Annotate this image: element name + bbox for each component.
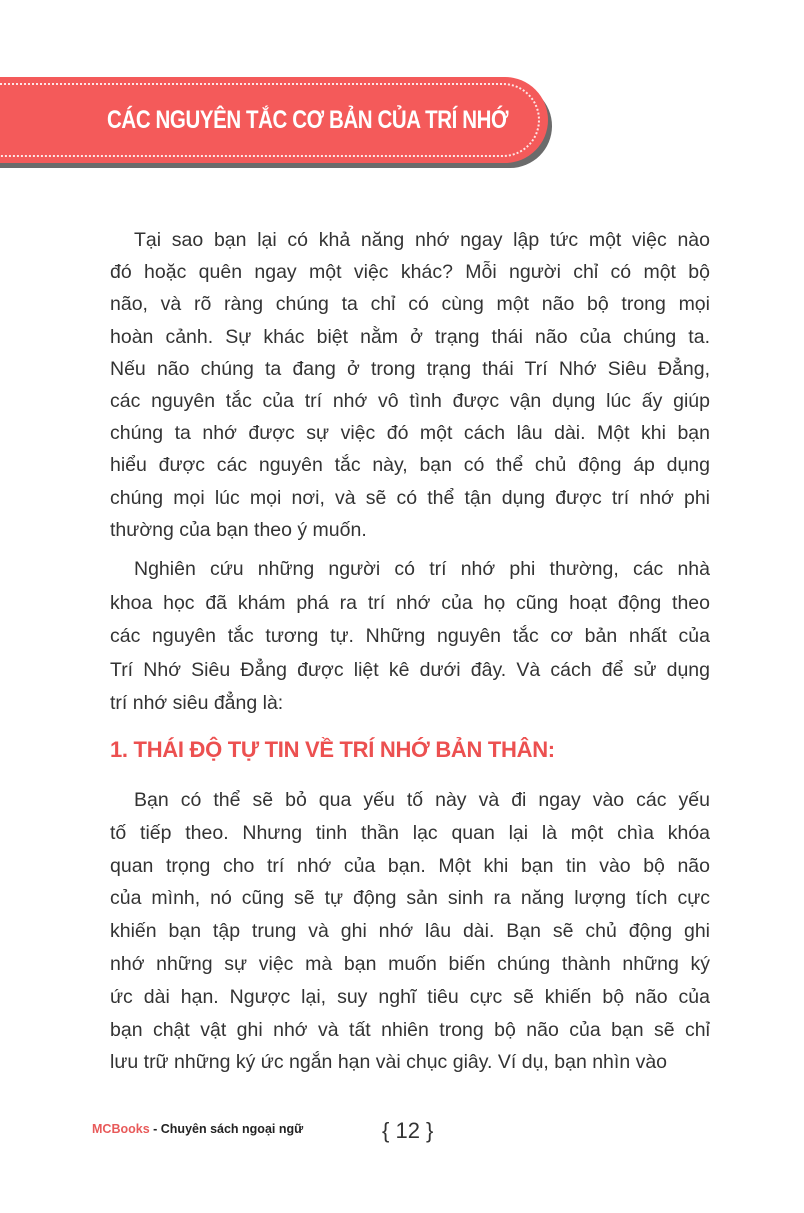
text-line: Nếu não chúng ta đang ở trong trạng thái Trí Nhớ Siêu Đẳng, bbox=[110, 357, 710, 380]
publisher-brand: MCBooks bbox=[92, 1122, 150, 1136]
text-line: khiến bạn tập trung và ghi nhớ lâu dài. Bạn sẽ chủ động ghi bbox=[110, 920, 710, 943]
text-line: thường của bạn theo ý muốn. bbox=[110, 518, 367, 541]
text-line: đó hoặc quên ngay một việc khác? Mỗi người chỉ có một bộ bbox=[110, 261, 710, 284]
text-line: các nguyên tắc tương tự. Những nguyên tắc cơ bản nhất của bbox=[110, 625, 710, 647]
text-line: lưu trữ những ký ức ngắn hạn vài chục giây. Ví dụ, bạn nhìn vào bbox=[110, 1051, 668, 1074]
text-line: nhớ những sự việc mà bạn muốn biến chúng thành những ký bbox=[110, 952, 710, 975]
section-heading: 1. THÁI ĐỘ TỰ TIN VỀ TRÍ NHỚ BẢN THÂN: bbox=[110, 737, 555, 762]
text-line: trí nhớ siêu đẳng là: bbox=[110, 692, 284, 714]
paragraph-2 bbox=[110, 553, 710, 721]
footer-publisher bbox=[92, 1122, 303, 1136]
text-line: chúng mọi lúc mọi nơi, và sẽ có thể tận dụng được trí nhớ phi bbox=[110, 486, 710, 509]
paragraph-3 bbox=[110, 784, 710, 1079]
paragraph-1 bbox=[110, 224, 710, 546]
page-number: { 12 } bbox=[382, 1118, 434, 1143]
text-line: ức dài hạn. Ngược lại, suy nghĩ tiêu cực sẽ khiến bộ não của bbox=[110, 985, 710, 1008]
text-line: tố tiếp theo. Nhưng tinh thần lạc quan lại là một chìa khóa bbox=[110, 821, 710, 844]
text-line: bạn chật vật ghi nhớ và tất nhiên trong bộ não của bạn sẽ chỉ bbox=[110, 1018, 710, 1041]
text-line: quan trọng cho trí nhớ của bạn. Một khi bạn tin vào bộ não bbox=[110, 854, 710, 877]
text-line: Tại sao bạn lại có khả năng nhớ ngay lập tức một việc nào bbox=[134, 229, 710, 251]
text-line: chúng ta nhớ được sự việc đó một cách lâu dài. Một khi bạn bbox=[110, 422, 710, 445]
text-line: hoàn cảnh. Sự khác biệt nằm ở trạng thái não của chúng ta. bbox=[110, 325, 710, 348]
text-line: Bạn có thể sẽ bỏ qua yếu tố này và đi ngay vào các yếu bbox=[134, 789, 710, 811]
text-line: của mình, nó cũng sẽ tự động sản sinh ra năng lượng tích cực bbox=[110, 887, 710, 910]
text-line: Nghiên cứu những người có trí nhớ phi thường, các nhà bbox=[134, 558, 710, 580]
text-line: các nguyên tắc của trí nhớ vô tình được vận dụng lúc ấy giúp bbox=[110, 389, 710, 412]
text-line: Trí Nhớ Siêu Đẳng được liệt kê dưới đây. Và cách để sử dụng bbox=[110, 658, 710, 681]
chapter-banner bbox=[0, 77, 548, 163]
text-line: hiểu được các nguyên tắc này, bạn có thể chủ động áp dụng bbox=[110, 454, 710, 477]
publisher-tagline: - Chuyên sách ngoại ngữ bbox=[149, 1122, 304, 1136]
text-line: khoa học đã khám phá ra trí nhớ của họ cũng hoạt động theo bbox=[110, 591, 710, 614]
text-line: não, và rõ ràng chúng ta chỉ có cùng một não bộ trong mọi bbox=[110, 293, 710, 316]
chapter-title: CÁC NGUYÊN TẮC CƠ BẢN CỦA TRÍ NHỚ bbox=[106, 106, 508, 134]
